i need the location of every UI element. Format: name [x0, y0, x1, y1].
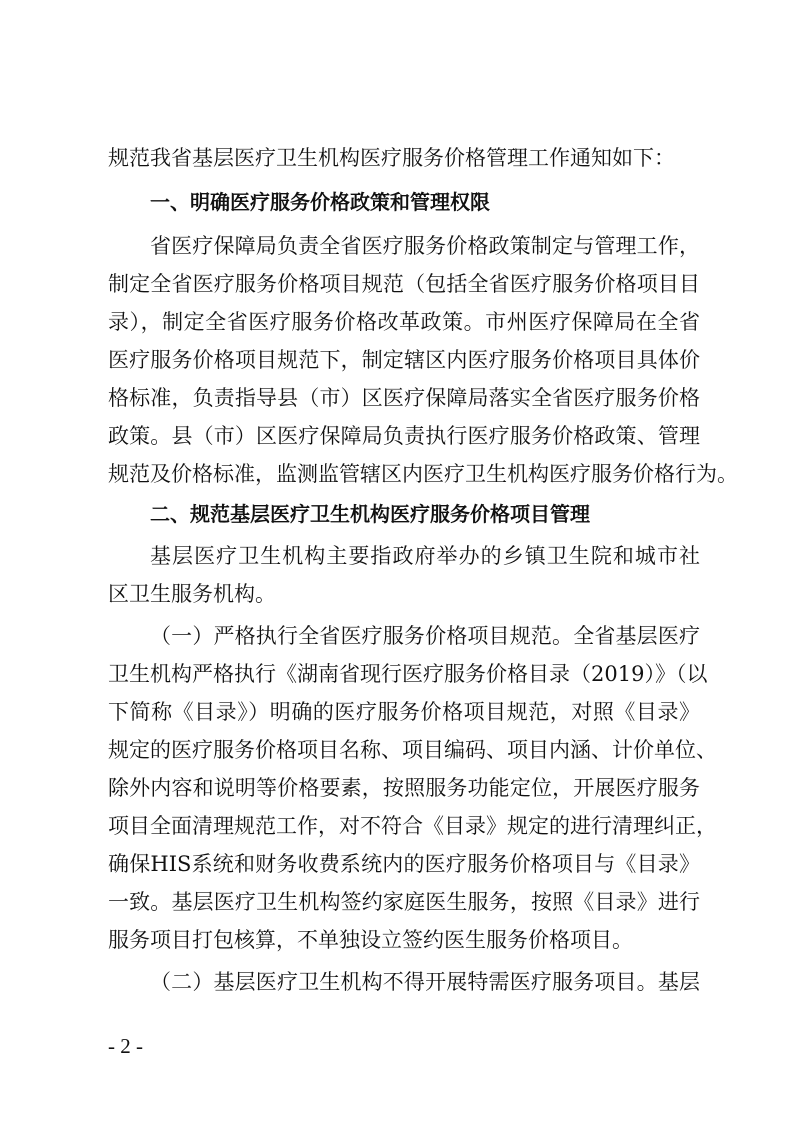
- body-line: 下简称《目录》）明确的医疗服务价格项目规范，对照《目录》: [108, 700, 700, 724]
- body-line: 一致。基层医疗卫生机构签约家庭医生服务，按照《目录》进行: [108, 890, 700, 914]
- body-line: （二）基层医疗卫生机构不得开展特需医疗服务项目。基层: [150, 970, 700, 994]
- body-line: 格标准，负责指导县（市）区医疗保障局落实全省医疗服务价格: [108, 386, 700, 410]
- body-line: 政策。县（市）区医疗保障局负责执行医疗服务价格政策、管理: [108, 424, 700, 448]
- body-line: 规范及价格标准，监测监管辖区内医疗卫生机构医疗服务价格行为。: [108, 462, 738, 486]
- body-line: 卫生机构严格执行《湖南省现行医疗服务价格目录（2019）》（以: [108, 662, 708, 686]
- body-line: 省医疗保障局负责全省医疗服务价格政策制定与管理工作，: [150, 234, 700, 258]
- body-line: 确保HIS系统和财务收费系统内的医疗服务价格项目与《目录》: [108, 852, 700, 876]
- body-line: 规范我省基层医疗卫生机构医疗服务价格管理工作通知如下：: [108, 146, 675, 170]
- body-line: 规定的医疗服务价格项目名称、项目编码、项目内涵、计价单位、: [108, 738, 717, 762]
- body-line: 录），制定全省医疗服务价格改革政策。市州医疗保障局在全省: [108, 310, 700, 334]
- body-line: 医疗服务价格项目规范下，制定辖区内医疗服务价格项目具体价: [108, 348, 700, 372]
- body-line: 制定全省医疗服务价格项目规范（包括全省医疗服务价格项目目: [108, 272, 700, 296]
- page-number: - 2 -: [108, 1034, 143, 1058]
- body-line: 服务项目打包核算，不单独设立签约医生服务价格项目。: [108, 928, 633, 952]
- body-line: 基层医疗卫生机构主要指政府举办的乡镇卫生院和城市社: [150, 544, 700, 568]
- body-line: 区卫生服务机构。: [108, 582, 276, 606]
- section-heading: 二、规范基层医疗卫生机构医疗服务价格项目管理: [150, 502, 590, 526]
- section-heading: 一、明确医疗服务价格政策和管理权限: [150, 190, 490, 214]
- body-line: 除外内容和说明等价格要素，按照服务功能定位，开展医疗服务: [108, 776, 700, 800]
- body-line: （一）严格执行全省医疗服务价格项目规范。全省基层医疗: [150, 624, 700, 648]
- body-line: 项目全面清理规范工作，对不符合《目录》规定的进行清理纠正，: [108, 814, 717, 838]
